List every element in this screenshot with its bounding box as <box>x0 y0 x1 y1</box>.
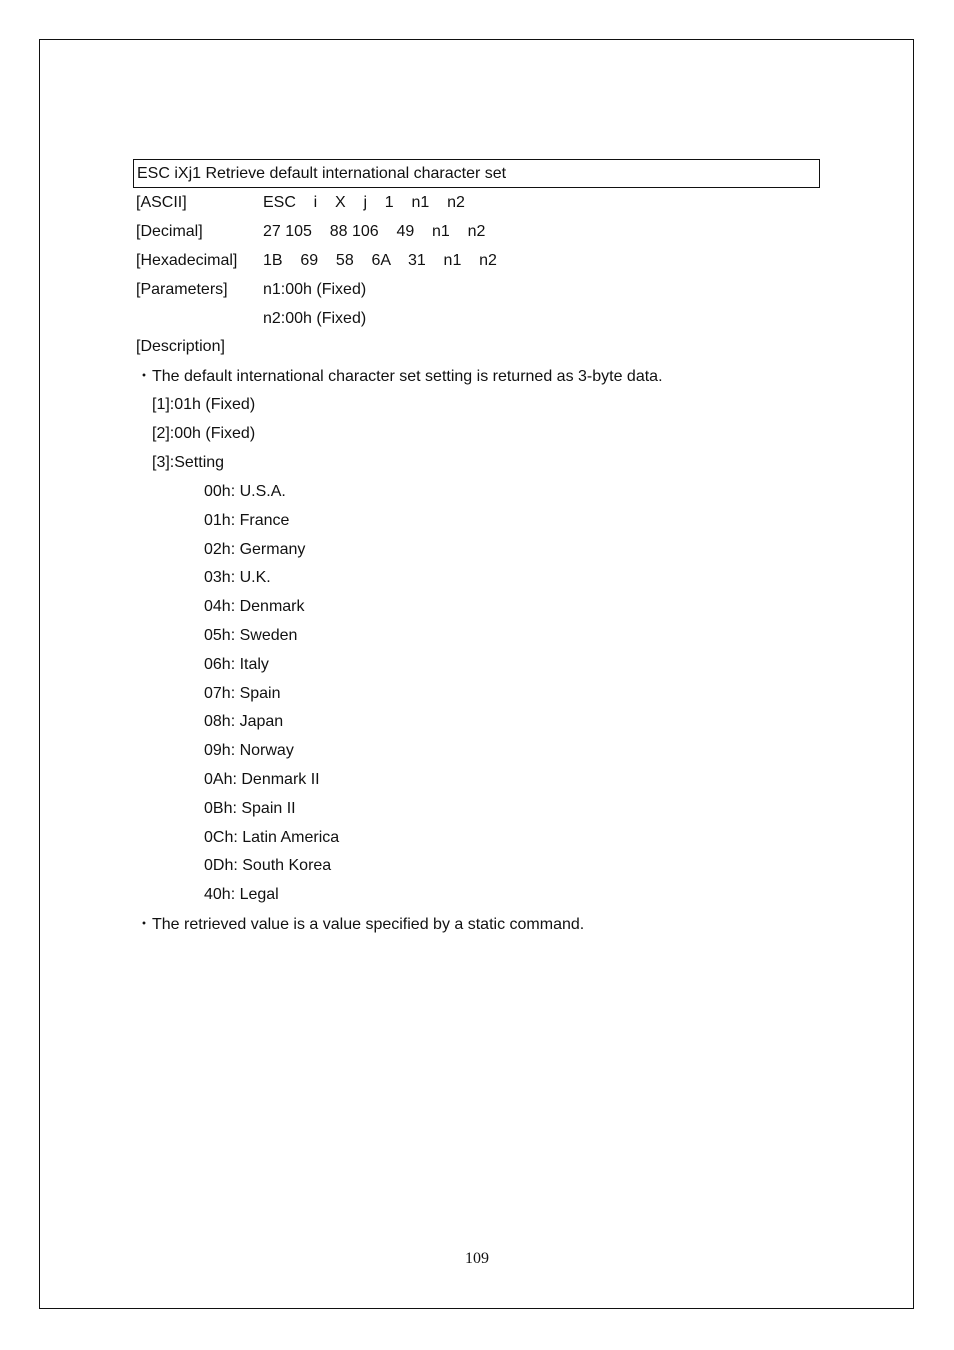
setting-option: 04h: Denmark <box>204 598 305 616</box>
setting-option: 06h: Italy <box>204 655 269 673</box>
sub-item-2: [2]:00h (Fixed) <box>152 425 256 442</box>
description-bullet-2: ・The retrieved value is a value specified by a static command. <box>136 916 585 933</box>
description-bullet-1: ・The default international character set setting is returned as 3-byte data. <box>136 368 663 385</box>
decimal-value: 27 105 88 106 49 n1 n2 <box>263 223 486 240</box>
hex-label: [Hexadecimal] <box>136 252 238 269</box>
ascii-value: ESC i X j 1 n1 n2 <box>263 194 465 211</box>
setting-option: 40h: Legal <box>204 886 279 904</box>
sub-item-1: [1]:01h (Fixed) <box>152 396 256 413</box>
ascii-label: [ASCII] <box>136 194 187 211</box>
page-number: 109 <box>465 1250 489 1267</box>
command-title: ESC iXj1 Retrieve default international character set <box>133 159 820 188</box>
setting-option: 0Ch: Latin America <box>204 828 340 846</box>
setting-option: 0Dh: South Korea <box>204 857 332 875</box>
parameters-label: [Parameters] <box>136 281 228 298</box>
description-label: [Description] <box>136 338 225 355</box>
setting-option: 03h: U.K. <box>204 569 271 587</box>
setting-option: 0Bh: Spain II <box>204 799 296 817</box>
decimal-label: [Decimal] <box>136 223 203 240</box>
setting-option: 01h: France <box>204 511 290 529</box>
parameter-n2: n2:00h (Fixed) <box>263 310 367 327</box>
setting-option: 08h: Japan <box>204 713 284 731</box>
setting-option: 00h: U.S.A. <box>204 483 286 500</box>
setting-option: 07h: Spain <box>204 684 281 702</box>
setting-option: 05h: Sweden <box>204 627 298 644</box>
setting-option: 0Ah: Denmark II <box>204 771 320 788</box>
setting-option: 02h: Germany <box>204 540 306 558</box>
setting-option: 09h: Norway <box>204 742 294 760</box>
hex-value: 1B 69 58 6A 31 n1 n2 <box>263 252 497 269</box>
parameter-n1: n1:00h (Fixed) <box>263 281 367 298</box>
sub-item-3: [3]:Setting <box>152 454 225 471</box>
